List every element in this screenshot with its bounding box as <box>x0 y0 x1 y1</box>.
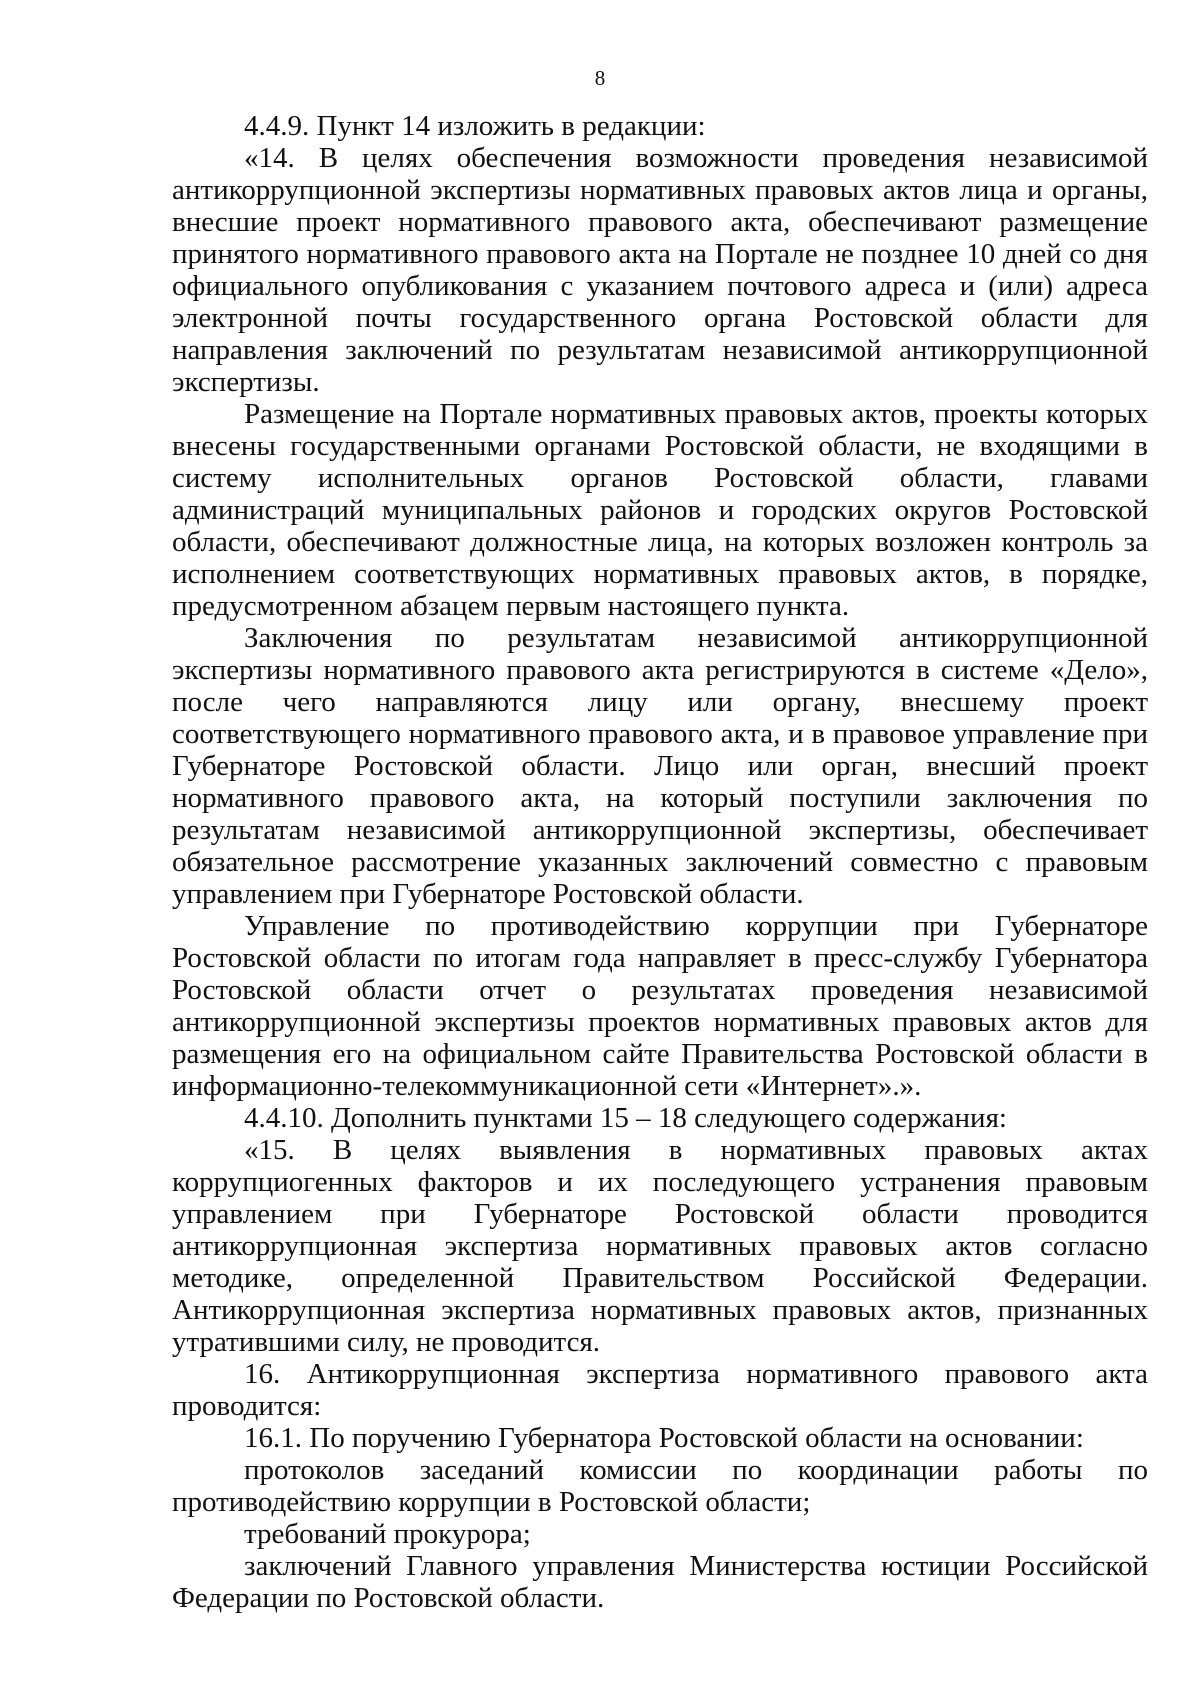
paragraph-4-4-10: 4.4.10. Дополнить пунктами 15 – 18 следующего содержания: <box>244 1102 1007 1134</box>
paragraph-anticorruption-report: Управление по противодействию коррупции при Губернаторе Ростовской области по итогам года направляет в пресс-службу Губернатора Ростовской области отчет о результатах проведения независимой антикоррупционной экспертизы проектов нормативных правовых актов для размещения его на официальном сайте Правительства Ростовской области в информационно-телекоммуникационной сети «Интернет».». <box>172 910 1148 1102</box>
list-item-justice-ministry-conclusions: заключений Главного управления Министерства юстиции Российской Федерации по Ростовской области. <box>172 1550 1148 1614</box>
paragraph-point-14: «14. В целях обеспечения возможности проведения независимой антикоррупционной экспертизы нормативных правовых актов лица и органы, внесшие проект нормативного правового акта, обеспечивают размещение принятого нормативного правового акта на Портале не позднее 10 дней со дня официального опубликования с указанием почтового адреса и (или) адреса электронной почты государственного органа Ростовской области для направления заключений по результатам независимой антикоррупционной экспертизы. <box>172 142 1148 398</box>
paragraph-conclusions-registration: Заключения по результатам независимой антикоррупционной экспертизы нормативного правового акта регистрируются в системе «Дело», после чего направляются лицу или органу, внесшему проект соответствующего нормативного правового акта, и в правовое управление при Губернаторе Ростовской области. Лицо или орган, внесший проект нормативного правового акта, на который поступили заключения по результатам независимой антикоррупционной экспертизы, обеспечивает обязательное рассмотрение указанных заключений совместно с правовым управлением при Губернаторе Ростовской области. <box>172 622 1148 910</box>
paragraph-portal-placement: Размещение на Портале нормативных правовых актов, проекты которых внесены государственными органами Ростовской области, не входящими в систему исполнительных органов Ростовской области, главами администраций муниципальных районов и городских округов Ростовской области, обеспечивают должностные лица, на которых возложен контроль за исполнением соответствующих нормативных правовых актов, в порядке, предусмотренном абзацем первым настоящего пункта. <box>172 398 1148 622</box>
paragraph-point-15: «15. В целях выявления в нормативных правовых актах коррупциогенных факторов и их последующего устранения правовым управлением при Губернаторе Ростовской области проводится антикоррупционная экспертиза нормативных правовых актов согласно методике, определенной Правительством Российской Федерации. Антикоррупционная экспертиза нормативных правовых актов, признанных утратившими силу, не проводится. <box>172 1134 1148 1358</box>
list-item-prosecutor-requirements: требований прокурора; <box>244 1518 531 1550</box>
paragraph-point-16-1: 16.1. По поручению Губернатора Ростовской области на основании: <box>244 1422 1084 1454</box>
paragraph-4-4-9: 4.4.9. Пункт 14 изложить в редакции: <box>244 110 706 142</box>
list-item-protocols: протоколов заседаний комиссии по координации работы по противодействию коррупции в Ростовской области; <box>172 1454 1148 1518</box>
paragraph-point-16: 16. Антикоррупционная экспертиза нормативного правового акта проводится: <box>172 1358 1148 1422</box>
document-body <box>172 110 1148 1614</box>
page-number: 8 <box>594 66 606 90</box>
